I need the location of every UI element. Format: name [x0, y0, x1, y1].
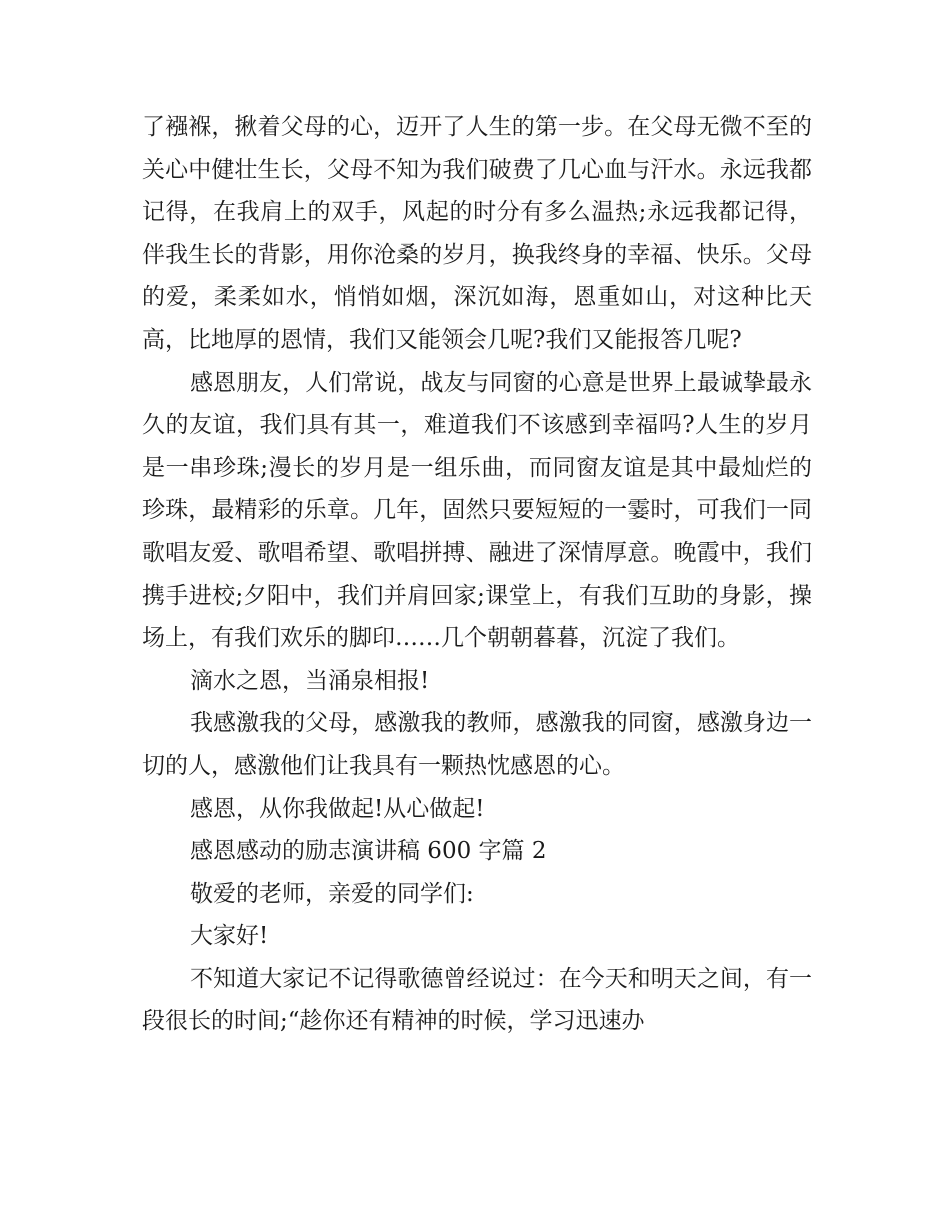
paragraph-goethe-quote: 不知道大家记不记得歌德曾经说过：在今天和明天之间，有一段很长的时间;“趁你还有精神的时候，学习迅速办 — [142, 965, 812, 1035]
salutation: 敬爱的老师，亲爱的同学们: — [190, 880, 474, 907]
paragraph-proverb: 滴水之恩，当涌泉相报! — [190, 667, 430, 694]
greeting: 大家好! — [190, 923, 269, 950]
paragraph-parents-gratitude: 了襁褓，揪着父母的心，迈开了人生的第一步。在父母无微不至的关心中健壮生长，父母不知为我们破费了几心血与汗水。永远我都记得，在我肩上的双手，风起的时分有多么温热;永远我都记得，伴我生长的背影，用你沧桑的岁月，换我终身的幸福、快乐。父母的爱，柔柔如水，悄悄如烟，深沉如海，恩重如山，对这种比天高，比地厚的恩情，我们又能领会几呢?我们又能报答几呢? — [142, 114, 812, 353]
paragraph-friends-gratitude: 感恩朋友，人们常说，战友与同窗的心意是世界上最诚挚最永久的友谊，我们具有其一，难道我们不该感到幸福吗?人生的岁月是一串珍珠;漫长的岁月是一组乐曲，而同窗友谊是其中最灿烂的珍珠，最精彩的乐章。几年，固然只要短短的一霎时，可我们一同歌唱友爱、歌唱希望、歌唱拼搏、融进了深情厚意。晚霞中，我们携手进校;夕阳中，我们并肩回家;课堂上，有我们互助的身影，操场上，有我们欢乐的脚印……几个朝朝暮暮，沉淀了我们。 — [142, 369, 812, 652]
paragraph-thanks-everyone: 我感激我的父母，感激我的教师，感激我的同窗，感激身边一切的人，感激他们让我具有一颗热忱感恩的心。 — [142, 710, 812, 779]
section-title: 感恩感动的励志演讲稿 600 字篇 2 — [190, 838, 547, 865]
document-body — [142, 106, 812, 1043]
paragraph-start-from-self: 感恩，从你我做起!从心做起! — [190, 795, 485, 822]
